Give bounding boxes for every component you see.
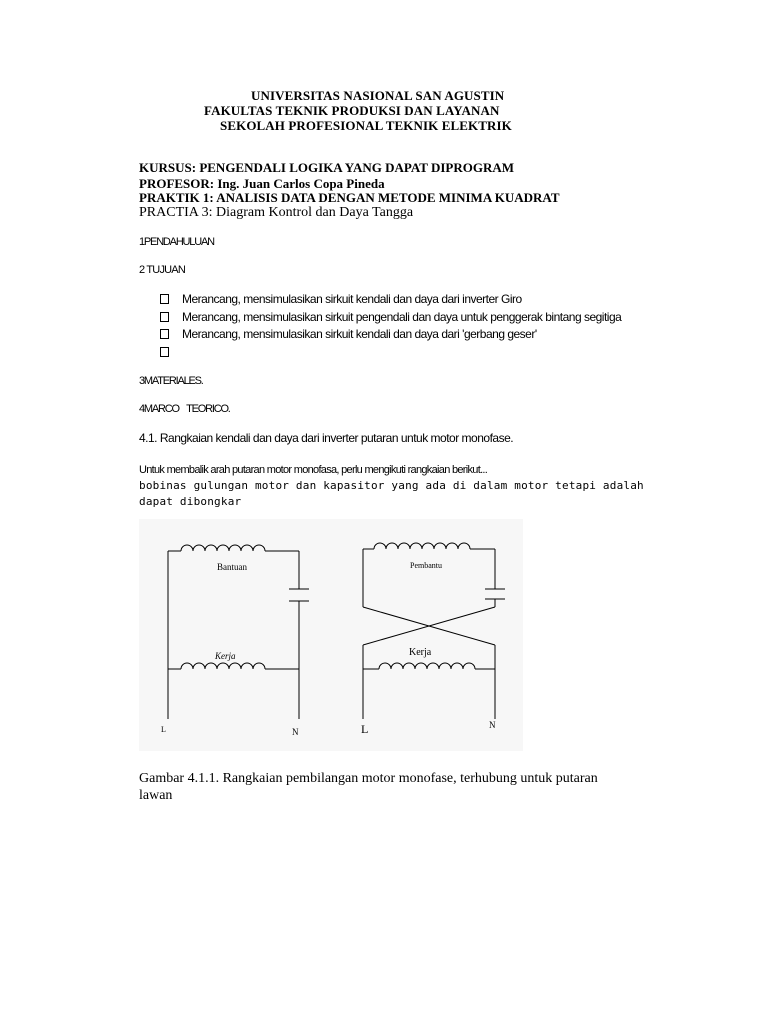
body-line-3: dapat dibongkar	[139, 495, 242, 508]
section-materials: 3MATERIALES.	[139, 375, 203, 387]
university-name: UNIVERSITAS NASIONAL SAN AGUSTIN	[251, 88, 505, 103]
figure-caption-line-2: lawan	[139, 788, 173, 803]
bullet-icon	[160, 312, 169, 322]
objective-text: Merancang, mensimulasikan sirkuit kendali dan daya dari 'gerbang geser'	[182, 327, 537, 341]
objective-item	[160, 292, 522, 306]
section-intro: 1PENDAHULUAN	[139, 236, 214, 248]
objective-item	[160, 310, 621, 324]
bullet-icon	[160, 347, 169, 357]
circuit-figure	[139, 519, 523, 751]
course-title: KURSUS: PENGENDALI LOGIKA YANG DAPAT DIPROGRAM	[139, 160, 514, 175]
objective-text: Merancang, mensimulasikan sirkuit kendali dan daya dari inverter Giro	[182, 292, 522, 306]
left-n-label: N	[292, 727, 299, 737]
body-line-1: Untuk membalik arah putaran motor monofasa, perlu mengikuti rangkaian berikut...	[139, 464, 488, 476]
right-n-label: N	[489, 720, 496, 730]
objective-item	[160, 327, 537, 341]
faculty-name: FAKULTAS TEKNIK PRODUKSI DAN LAYANAN	[204, 103, 500, 118]
objective-text: Merancang, mensimulasikan sirkuit pengendali dan daya untuk penggerak bintang segitiga	[182, 310, 622, 324]
right-aux-label: Pembantu	[410, 561, 442, 570]
practice-1-title: PRAKTIK 1: ANALISIS DATA DENGAN METODE MINIMA KUADRAT	[139, 190, 560, 205]
section-theory: 4MARCO TEORICO.	[139, 403, 230, 415]
left-l-label: L	[161, 725, 166, 734]
right-l-label: L	[361, 722, 369, 736]
figure-background	[139, 519, 523, 751]
school-name: SEKOLAH PROFESIONAL TEKNIK ELEKTRIK	[220, 118, 512, 133]
body-line-2: bobinas gulungan motor dan kapasitor yang ada di dalam motor tetapi adalah	[139, 479, 644, 492]
right-work-label: Kerja	[409, 647, 432, 658]
bullet-icon	[160, 294, 169, 304]
subsection-title: 4.1. Rangkaian kendali dan daya dari inverter putaran untuk motor monofase.	[139, 431, 514, 445]
objective-item	[160, 345, 182, 359]
professor-name: PROFESOR: Ing. Juan Carlos Copa Pineda	[139, 176, 385, 191]
bullet-icon	[160, 329, 169, 339]
left-work-label: Kerja	[215, 651, 236, 661]
figure-caption-line-1: Gambar 4.1.1. Rangkaian pembilangan motor monofase, terhubung untuk putaran	[139, 771, 598, 786]
section-objectives: 2 TUJUAN	[139, 264, 185, 276]
practice-3-title: PRACTIA 3: Diagram Kontrol dan Daya Tangga	[139, 205, 414, 220]
left-aux-label: Bantuan	[217, 562, 247, 572]
